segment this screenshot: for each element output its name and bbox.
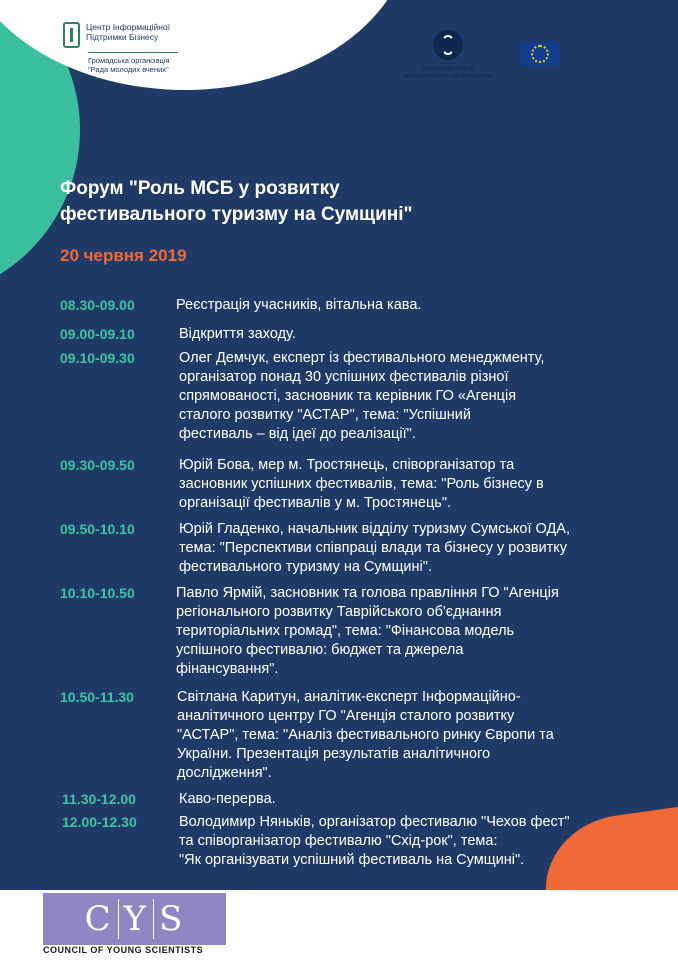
cys-logo — [43, 893, 226, 945]
schedule-time: 11.30-12.00 — [62, 791, 136, 807]
schedule-description-line: аналітичного центру ГО "Агенція сталого розвитку — [177, 708, 515, 724]
schedule-description-line: України. Презентація результатів аналітичного — [177, 746, 491, 762]
cys-letter-s: S — [153, 899, 189, 939]
schedule-description-line: сталого розвитку "АСТАР", тема: "Успішний — [179, 407, 471, 423]
schedule-description-line: "Як організувати успішний фестиваль на Сумщині". — [179, 852, 525, 868]
cip-logo-icon — [63, 22, 80, 48]
schedule-description — [176, 296, 646, 315]
schedule-description-line: Володимир Няньків, організатор фестивалю "Чехов фест" — [179, 814, 570, 830]
cip-logo-text — [86, 22, 170, 48]
schedule-description — [179, 790, 649, 809]
schedule-description-line: Світлана Каритун, аналітик-експерт Інформаційно- — [177, 689, 521, 705]
schedule-description-line: спрямованості, засновник та керівник ГО «Агенція — [179, 388, 517, 404]
schedule-description-line: фестивального туризму на Сумщині". — [179, 559, 432, 575]
eu4business-logo — [521, 42, 623, 75]
schedule-description-line: фінансування". — [176, 661, 279, 677]
title-line-1: Форум "Роль МСБ у розвитку — [60, 178, 340, 199]
eu-slogan-line-2: РАЗОМ — [564, 54, 610, 69]
schedule-description-line: дослідження". — [177, 765, 272, 781]
event-date: 20 червня 2019 — [60, 246, 187, 265]
ebrd-name: European Bank — [421, 63, 475, 73]
cip-line-2: Підтримки Бізнесу — [86, 32, 159, 42]
schedule-description-line: Юрій Гладенко, начальник відділу туризму Сумської ОДА, — [179, 521, 571, 537]
cip-sub-line-2: "Рада молодих вчених" — [88, 65, 169, 74]
eu4business-label: EU4Business — [521, 69, 560, 75]
schedule-description — [179, 813, 649, 870]
ebrd-logo — [398, 30, 498, 80]
schedule-time: 10.50-11.30 — [60, 689, 134, 705]
schedule-description — [179, 349, 649, 444]
schedule-description-line: Реєстрація учасників, вітальна кава. — [176, 297, 422, 313]
schedule-description-line: засновник успішних фестивалів, тема: "Роль бізнесу в — [179, 476, 544, 492]
schedule-description — [177, 688, 647, 783]
cip-logo — [63, 22, 170, 48]
schedule-description-line: Юрій Бова, мер м. Тростянець, співорганізатор та — [179, 457, 515, 473]
schedule-description-line: Каво-перерва. — [179, 791, 276, 807]
title-line-2: фестивального туризму на Сумщині" — [60, 204, 413, 225]
schedule-description — [176, 584, 646, 679]
schedule-description-line: Павло Ярмій, засновник та голова правління ГО "Агенція — [176, 585, 559, 601]
schedule-description — [179, 456, 649, 513]
ebrd-emblem-icon — [433, 30, 463, 60]
schedule-description-line: територіальних громад", тема: "Фінансова модель — [176, 623, 515, 639]
schedule-description — [179, 325, 649, 344]
schedule-description-line: регіонального розвитку Таврійського об'єднання — [176, 604, 502, 620]
schedule-description-line: організатор понад 30 успішних фестивалів різної — [179, 369, 509, 385]
forum-title — [60, 176, 580, 228]
eu-slogan-line-1: ПРЯМУЄМО — [564, 43, 623, 54]
schedule-description-line: "АСТАР", тема: "Аналіз фестивального ринку Європи та — [177, 727, 554, 743]
schedule-description — [179, 520, 649, 577]
cys-letter-y: Y — [118, 899, 153, 939]
schedule-time: 10.10-10.50 — [60, 585, 135, 601]
eu-slogan — [564, 42, 623, 68]
schedule-time: 08.30-09.00 — [60, 297, 135, 313]
cys-letter-c: C — [84, 899, 113, 939]
cip-organization — [88, 56, 170, 74]
cip-sub-line-1: Громадська організація — [88, 56, 170, 65]
schedule-description-line: тема: "Перспективи співпраці влади та бізнесу у розвитку — [179, 540, 568, 556]
ebrd-subtitle: for Reconstruction and Development — [403, 73, 493, 79]
schedule-time: 12.00-12.30 — [62, 814, 137, 830]
cys-name: COUNCIL OF YOUNG SCIENTISTS — [43, 945, 204, 955]
schedule-description-line: фестиваль – від ідеї до реалізації". — [179, 426, 416, 442]
schedule-description-line: та співорганізатор фестивалю "Схід-рок", тема: — [179, 833, 498, 849]
schedule-time: 09.00-09.10 — [60, 326, 135, 342]
schedule-description-line: Відкриття заходу. — [179, 326, 296, 342]
schedule-time: 09.10-09.30 — [60, 350, 135, 366]
schedule-time: 09.30-09.50 — [60, 457, 135, 473]
cip-line-1: Центр Інформаційної — [86, 22, 171, 32]
eu-stars-icon — [531, 45, 549, 63]
schedule-description-line: організації фестивалів у м. Тростянець". — [179, 495, 452, 511]
schedule-description-line: Олег Демчук, експерт із фестивального менеджменту, — [179, 350, 545, 366]
schedule-description-line: успішного фестивалю: бюджет та джерела — [176, 642, 464, 658]
eu-flag-icon — [521, 42, 560, 75]
schedule-time: 09.50-10.10 — [60, 521, 135, 537]
cip-divider — [88, 52, 178, 53]
